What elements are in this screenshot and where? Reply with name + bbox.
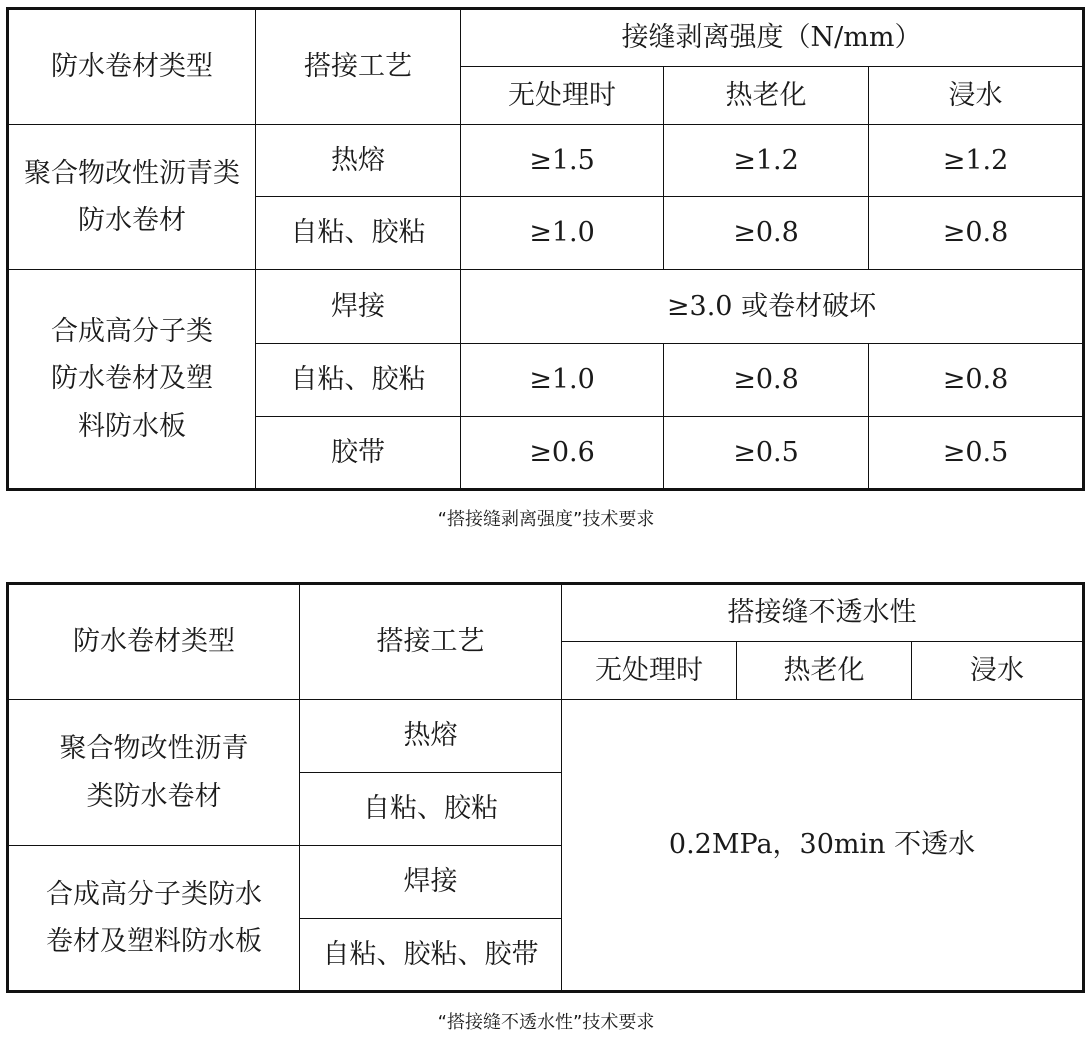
value-cell: ≥0.8 xyxy=(869,344,1084,417)
material-type-cell xyxy=(8,125,256,270)
process-cell: 热熔 xyxy=(300,700,562,773)
table-caption: “搭接缝剥离强度”技术要求 xyxy=(437,509,655,530)
value-cell: ≥1.5 xyxy=(461,125,664,197)
process-cell: 焊接 xyxy=(300,846,562,919)
value-cell: ≥0.8 xyxy=(869,197,1084,270)
subheader-water-immersed: 浸水 xyxy=(869,67,1084,125)
material-type-line: 聚合物改性沥青 xyxy=(59,733,249,765)
table-row xyxy=(8,125,1084,197)
merged-value-cell: 0.2MPa，30min 不透水 xyxy=(562,700,1084,992)
process-cell: 自粘、胶粘 xyxy=(256,344,461,417)
value-cell: ≥0.5 xyxy=(664,417,869,490)
value-cell: ≥1.2 xyxy=(664,125,869,197)
process-cell: 胶带 xyxy=(256,417,461,490)
material-type-line: 合成高分子类 xyxy=(51,316,213,348)
material-type-line: 合成高分子类防水 xyxy=(46,878,262,910)
subheader-water-immersed: 浸水 xyxy=(912,642,1084,700)
value-cell: ≥1.2 xyxy=(869,125,1084,197)
process-cell: 热熔 xyxy=(256,125,461,197)
table-header-row xyxy=(8,9,1084,67)
material-type-line: 聚合物改性沥青类 xyxy=(24,157,240,189)
process-cell: 焊接 xyxy=(256,270,461,344)
value-cell: ≥0.5 xyxy=(869,417,1084,490)
watertightness-table xyxy=(6,582,1085,993)
process-cell: 自粘、胶粘、胶带 xyxy=(300,919,562,992)
material-type-line: 类防水卷材 xyxy=(86,780,222,812)
material-type-line: 料防水板 xyxy=(78,410,186,442)
value-cell: ≥0.6 xyxy=(461,417,664,490)
table-row xyxy=(8,270,1084,344)
process-cell: 自粘、胶粘 xyxy=(256,197,461,270)
merged-value-cell: ≥3.0 或卷材破坏 xyxy=(461,270,1084,344)
material-type-cell xyxy=(8,270,256,490)
process-cell: 自粘、胶粘 xyxy=(300,773,562,846)
value-cell: ≥1.0 xyxy=(461,344,664,417)
material-type-line: 防水卷材 xyxy=(78,205,186,236)
subheader-untreated: 无处理时 xyxy=(461,67,664,125)
header-type: 防水卷材类型 xyxy=(8,584,300,700)
table-caption: “搭接缝不透水性”技术要求 xyxy=(437,1012,655,1033)
peel-strength-table xyxy=(6,7,1085,491)
subheader-heat-aged: 热老化 xyxy=(664,67,869,125)
table-row xyxy=(8,700,1084,773)
header-type: 防水卷材类型 xyxy=(8,9,256,125)
subheader-untreated: 无处理时 xyxy=(562,642,737,700)
material-type-line: 防水卷材及塑 xyxy=(51,363,213,395)
header-process: 搭接工艺 xyxy=(256,9,461,125)
table-header-row xyxy=(8,584,1084,642)
material-type-line: 卷材及塑料防水板 xyxy=(46,926,262,957)
value-cell: ≥0.8 xyxy=(664,344,869,417)
header-group: 搭接缝不透水性 xyxy=(562,584,1084,642)
value-cell: ≥1.0 xyxy=(461,197,664,270)
material-type-cell xyxy=(8,846,300,992)
header-group: 接缝剥离强度（N/mm） xyxy=(461,9,1084,67)
material-type-cell xyxy=(8,700,300,846)
header-process: 搭接工艺 xyxy=(300,584,562,700)
value-cell: ≥0.8 xyxy=(664,197,869,270)
subheader-heat-aged: 热老化 xyxy=(737,642,912,700)
